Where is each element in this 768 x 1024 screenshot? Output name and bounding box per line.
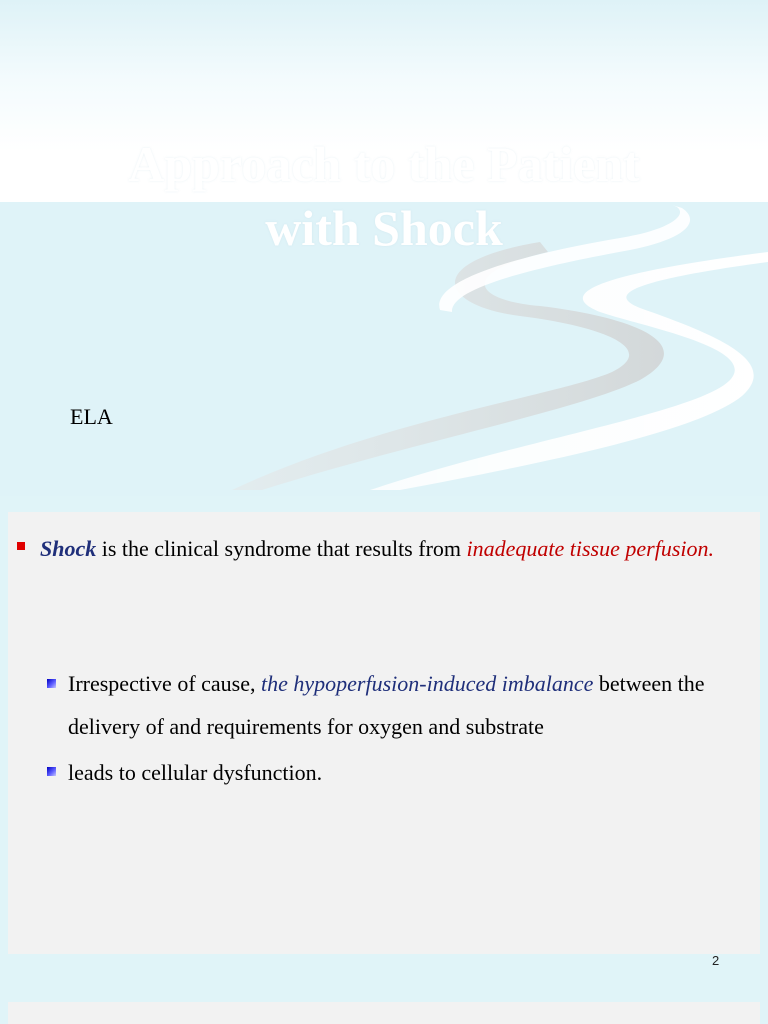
sub-bullet-imbalance — [68, 662, 748, 748]
swoosh-band-white — [370, 252, 768, 490]
bullet1-emphasis: inadequate tissue perfusion. — [466, 536, 714, 561]
sub1-suffix: between the delivery of and requirements for oxygen and substrate — [68, 671, 705, 739]
swoosh-band-grey — [232, 242, 664, 490]
page-number: 2 — [712, 953, 720, 968]
term-shock: Shock — [40, 536, 97, 561]
title-slide — [0, 0, 768, 496]
sub1-prefix: Irrespective of cause, — [68, 671, 262, 696]
bullet1-middle-text: is the clinical syndrome that results from — [96, 536, 467, 561]
slide-title — [0, 132, 768, 260]
author-label: ELA — [70, 404, 113, 429]
next-slide-edge — [8, 1002, 760, 1024]
red-square-bullet-icon — [17, 542, 25, 550]
slide-title-line2: with Shock — [265, 200, 503, 256]
sub1-emphasis: the hypoperfusion-induced imbalance — [261, 671, 594, 696]
sub-bullet-dysfunction: leads to cellular dysfunction. — [68, 760, 323, 785]
slide-title-line1: Approach to the Patient — [128, 136, 640, 192]
content-slide — [8, 512, 760, 954]
bullet-shock-definition — [40, 528, 740, 570]
blue-square-bullet-icon — [47, 767, 56, 776]
blue-square-bullet-icon — [47, 679, 56, 688]
